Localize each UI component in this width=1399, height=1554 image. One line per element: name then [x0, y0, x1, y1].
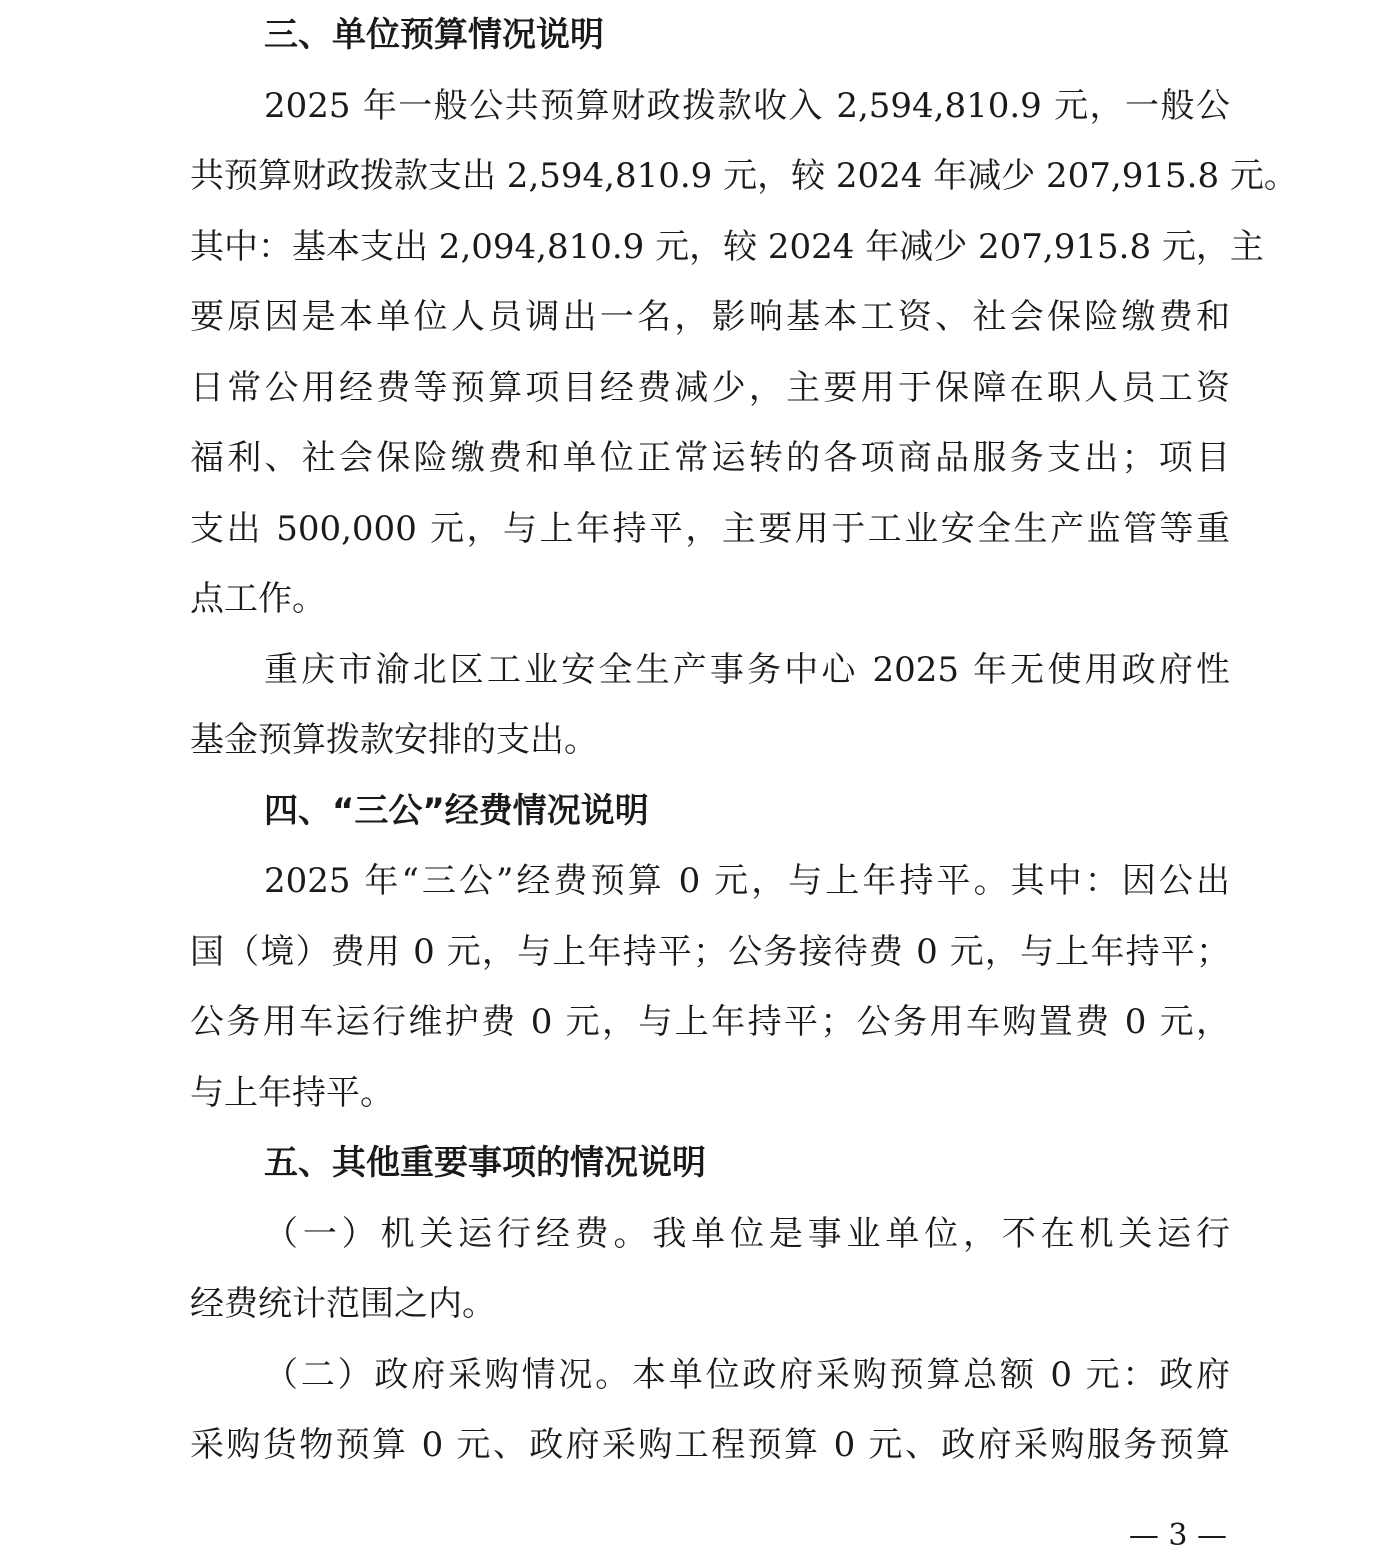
text-line: 福利、社会保险缴费和单位正常运转的各项商品服务支出；项目: [190, 438, 1230, 478]
text-line: 基金预算拨款安排的支出。: [190, 720, 598, 760]
text-line: 共预算财政拨款支出 2,594,810.9 元，较 2024 年减少 207,915.8 元。: [190, 156, 1298, 196]
section-heading: 四、“三公”经费情况说明: [264, 790, 649, 831]
text-line: 采购货物预算 0 元、政府采购工程预算 0 元、政府采购服务预算: [190, 1425, 1230, 1465]
page-number: — 3 —: [1128, 1518, 1227, 1553]
text-line: 要原因是本单位人员调出一名，影响基本工资、社会保险缴费和: [190, 297, 1230, 337]
text-line: （二）政府采购情况。本单位政府采购预算总额 0 元：政府: [264, 1354, 1230, 1395]
text-line: （一）机关运行经费。我单位是事业单位，不在机关运行: [264, 1213, 1230, 1254]
text-line: 2025 年“三公”经费预算 0 元，与上年持平。其中：因公出: [264, 861, 1230, 901]
text-line: 其中：基本支出 2,094,810.9 元，较 2024 年减少 207,915.8 元，主: [190, 226, 1264, 267]
text-line: 国（境）费用 0 元，与上年持平；公务接待费 0 元，与上年持平；: [190, 931, 1230, 972]
section-heading: 三、单位预算情况说明: [264, 15, 604, 55]
paragraph: [190, 1340, 1230, 1481]
paragraph: [190, 635, 1230, 776]
text-line: 公务用车运行维护费 0 元，与上年持平；公务用车购置费 0 元，: [190, 1002, 1230, 1042]
text-line: 重庆市渝北区工业安全生产事务中心 2025 年无使用政府性: [264, 649, 1230, 690]
text-line: 日常公用经费等预算项目经费减少，主要用于保障在职人员工资: [190, 367, 1230, 408]
document-body: [190, 0, 1298, 1481]
paragraph: [190, 846, 1230, 1128]
text-line: 点工作。: [190, 579, 326, 619]
text-line: 经费统计范围之内。: [190, 1284, 496, 1324]
paragraph: [190, 71, 1298, 635]
section-heading: 五、其他重要事项的情况说明: [264, 1143, 706, 1183]
text-line: 支出 500,000 元，与上年持平，主要用于工业安全生产监管等重: [190, 508, 1230, 549]
text-line: 2025 年一般公共预算财政拨款收入 2,594,810.9 元，一般公: [264, 85, 1230, 126]
paragraph: [190, 1199, 1230, 1340]
text-line: 与上年持平。: [190, 1072, 394, 1113]
